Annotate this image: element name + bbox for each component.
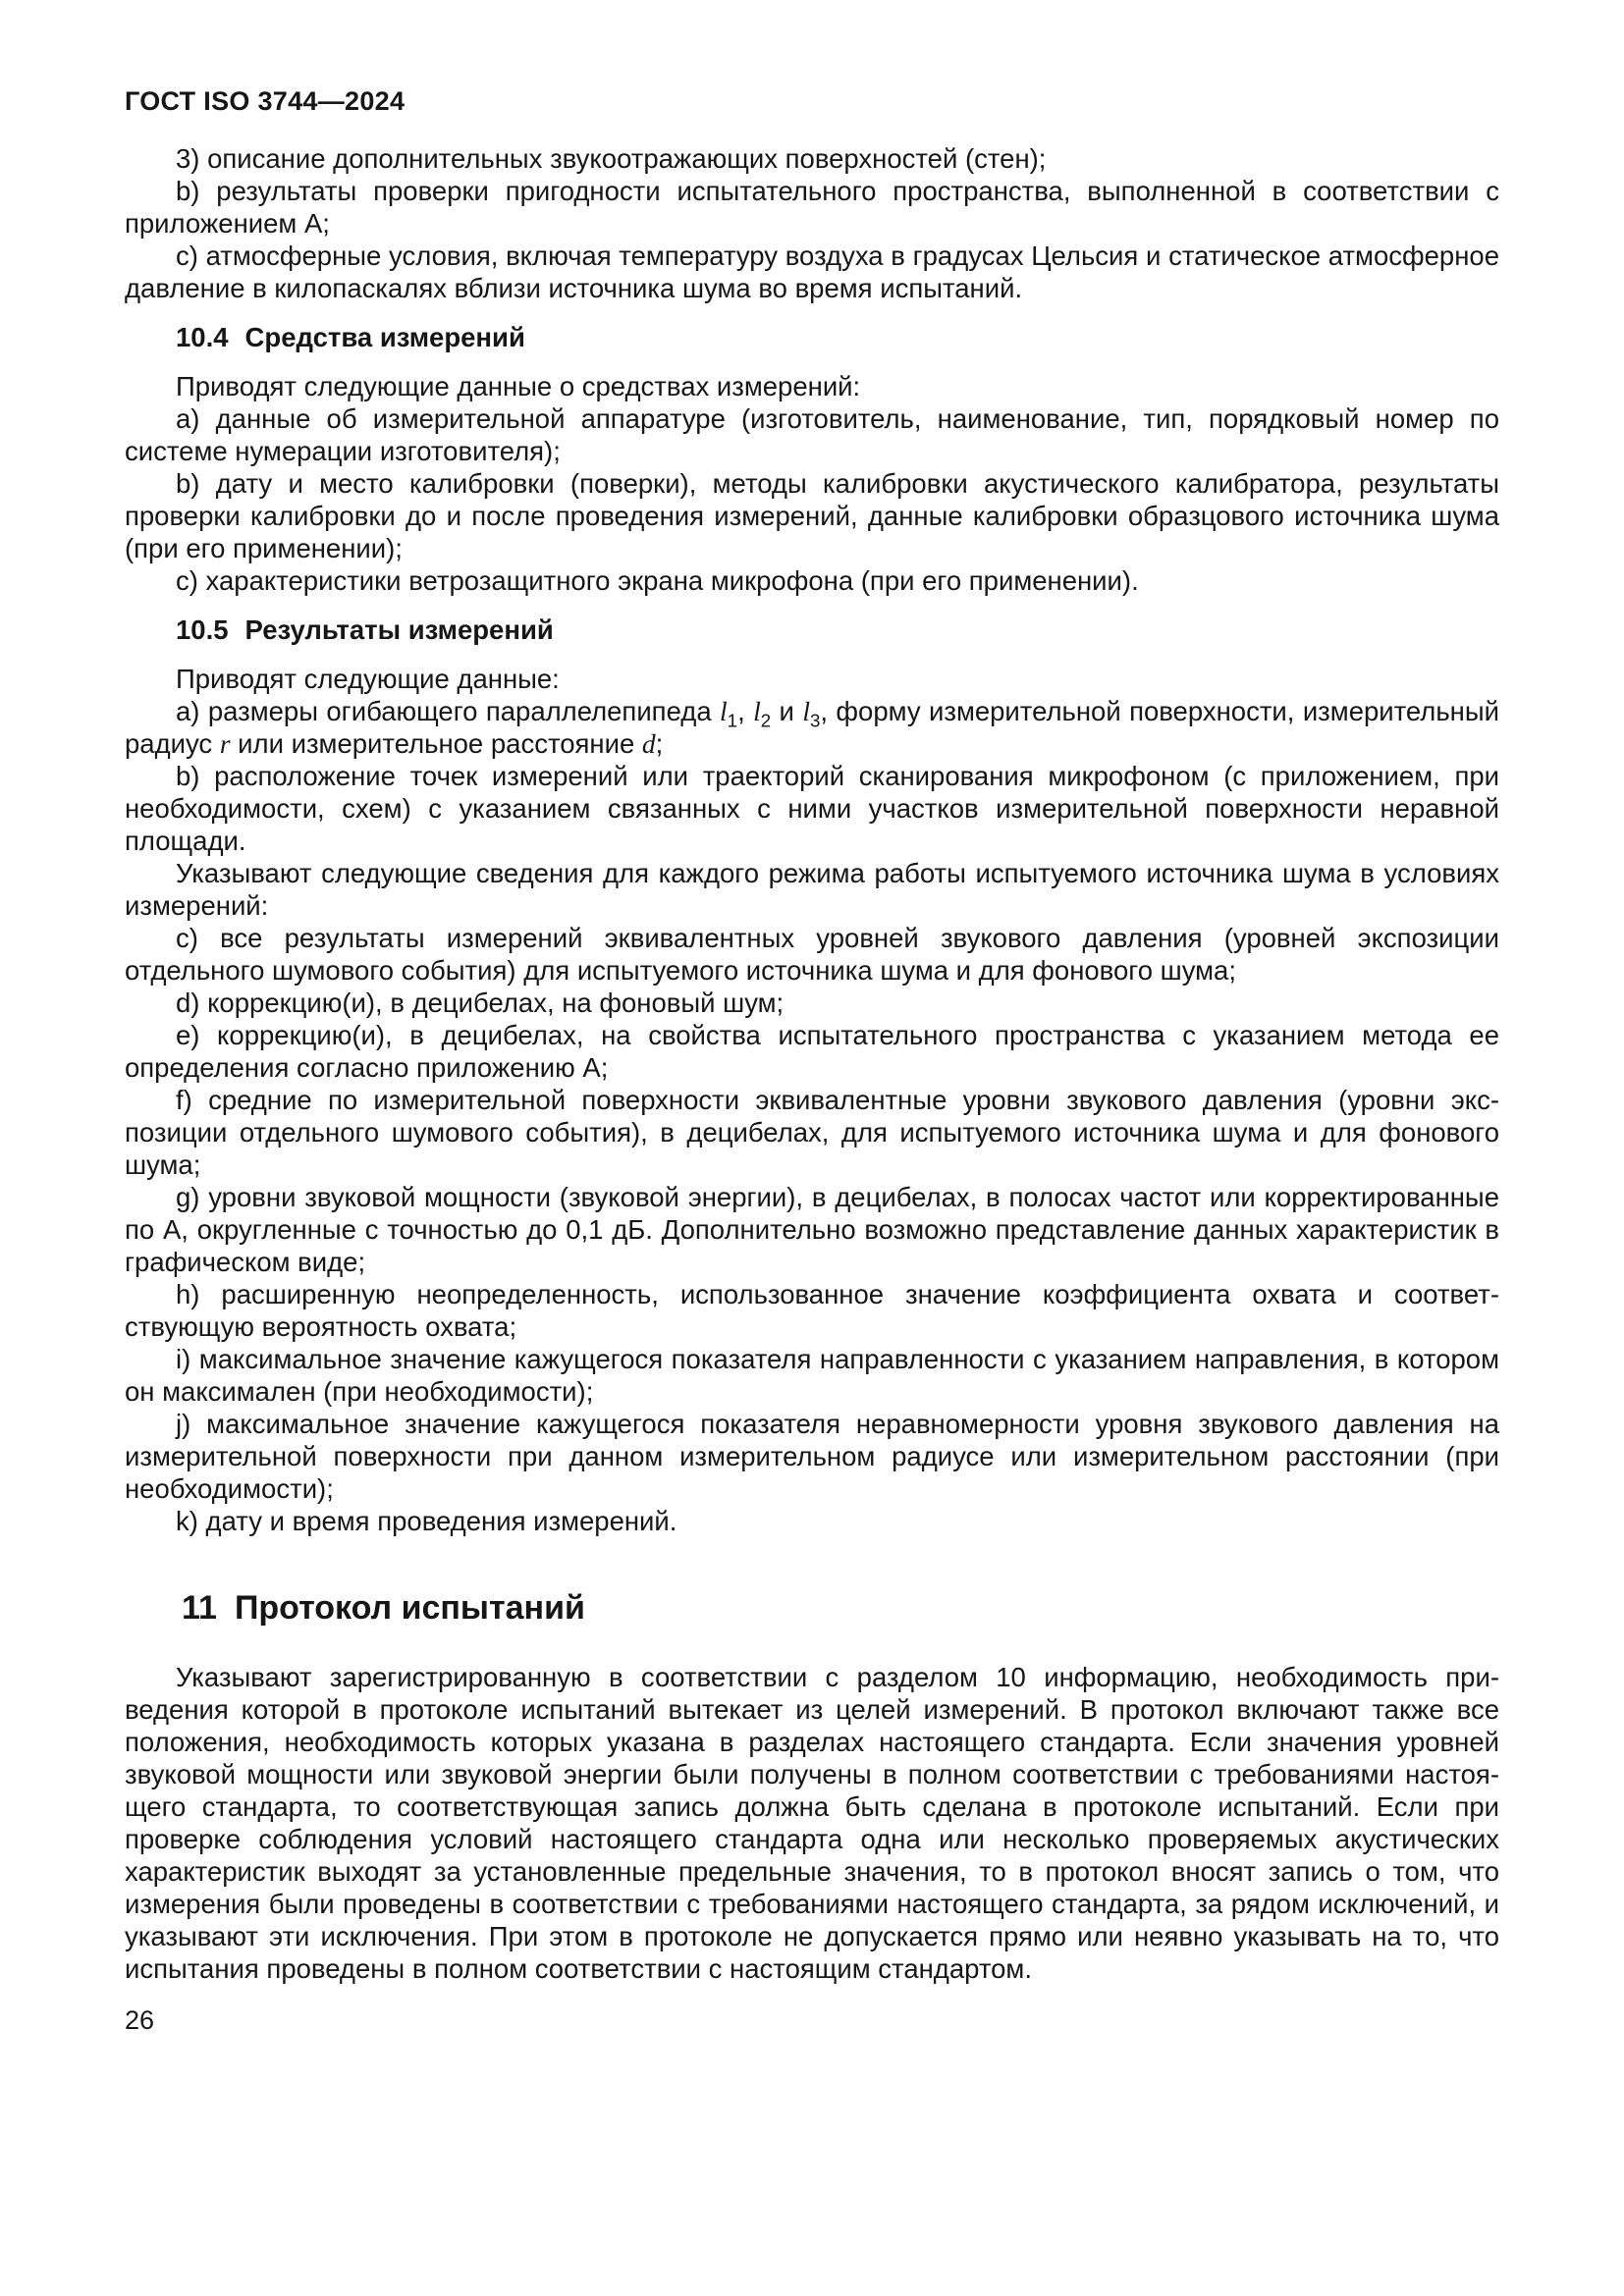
list-item-f-surface-average-levels: f) средние по измерительной поверхности эквивалентные уровни звукового давления (уровни экспозиции отдельного шумового события), в децибелах, для испытуемого источника шума и для фонового шума;: [125, 1085, 1499, 1180]
text-run: или измерительное расстояние: [230, 728, 642, 759]
section-heading-10-5: [176, 614, 1499, 646]
doc-code: ГОСТ ISO 3744—2024: [125, 86, 406, 116]
section-title: Протокол испытаний: [234, 1589, 585, 1627]
section-title: Результаты измерений: [244, 614, 554, 645]
list-item-b-space-qualification: b) результаты проверки пригодности испытательного пространства, выполненной в соответствии с приложением А;: [125, 176, 1499, 239]
list-item-3-reflecting-surfaces: 3) описание дополнительных звукоотражающих поверхностей (стен);: [176, 143, 1047, 174]
list-item-k-date-time: k) дату и время проведения измерений.: [176, 1506, 677, 1536]
list-item-j-nonuniformity-index: j) максимальное значение кажущегося показателя неравномерности уровня звукового давления на измерительной поверхности при данном измерительном радиусе или измерительном расстоянии (при необходимости);: [125, 1409, 1499, 1504]
list-item-h-expanded-uncertainty: h) расширенную неопределенность, использованное значение коэффициента охвата и соответствующую вероятность охвата;: [125, 1279, 1499, 1342]
list-item-c-windscreen: c) характеристики ветрозащитного экрана микрофона (при его применении).: [176, 565, 1139, 596]
text-run: , форму измерительной поверхности, измерительный радиус: [125, 696, 1499, 759]
section-number: 11: [182, 1589, 217, 1627]
variable-l: l: [720, 696, 728, 726]
page-number: 26: [125, 2005, 155, 2035]
section-title: Средства измерений: [244, 322, 525, 352]
list-item-d-background-correction: d) коррекцию(и), в децибелах, на фоновый шум;: [176, 988, 785, 1018]
section-number: 10.5: [176, 614, 229, 645]
list-item-i-directivity-index: i) максимальное значение кажущегося показателя направленности с указанием направления, в котором он максимален (при необходимости);: [125, 1344, 1499, 1407]
document-body: [125, 142, 1499, 2037]
paragraph-results-intro: Приводят следующие данные:: [176, 664, 560, 694]
text-run: и: [771, 696, 803, 726]
text-run: a) размеры огибающего параллелепипеда: [176, 696, 721, 726]
list-item-g-sound-power-levels: g) уровни звуковой мощности (звуковой энергии), в децибелах, в полосах частот или корректированные по А, округленные с точностью до 0,1 дБ. Дополнительно возможно представление данных характеристик в графическом виде;: [125, 1182, 1499, 1277]
subscript-3: 3: [809, 710, 821, 731]
list-item-c-spl-results: c) все результаты измерений эквивалентных уровней звукового давления (уровней экспозиции отдельного шумового события) для испытуемого источника шума и для фонового шума;: [125, 923, 1499, 986]
variable-r: r: [219, 728, 231, 759]
list-item-c-atmospheric-conditions: c) атмосферные условия, включая температуру воздуха в градусах Цельсия и статическое атмосферное давление в килопаскалях вблизи источника шума во время испытаний.: [125, 240, 1499, 303]
text-run: ,: [737, 696, 754, 726]
text-run: ;: [655, 728, 664, 759]
document-header: [125, 86, 1499, 117]
section-heading-10-4: [176, 321, 1499, 353]
paragraph-test-report: Указывают зарегистрированную в соответствии с разделом 10 информацию, необходимость приведения которой в протоколе испытаний вытекает из целей измерений. В протокол включают также все положения, необходимость которых указана в разделах настоящего стандарта. Если значения уровней звуковой мощности или звуковой энергии были получены в полном соответствии с требованиями настоящего стандарта, то соответствующая запись должна быть сделана в протоколе испытаний. Если при проверке соблюдения условий настоящего стандарта одна или несколько проверяемых акустических характеристик выходят за установленные предельные значения, то в протокол вносят запись о том, что измерения были проведены в соответствии с требованиями настоящего стандарта, за рядом исключений, и указывают эти исключения. При этом в протоколе не допускается прямо или неявно указывать на то, что испытания проведены в полном соответствии с настоящим стандартом.: [125, 1662, 1499, 1984]
list-item-b-calibration: b) дату и место калибровки (поверки), методы калибровки акустического калибратора, результаты проверки калибровки до и после проведения измерений, данные калибровки образцового источника шума (при его применении);: [125, 468, 1499, 563]
subscript-1: 1: [727, 710, 738, 731]
variable-d: d: [641, 728, 656, 759]
paragraph-instruments-intro: Приводят следующие данные о средствах измерений:: [176, 371, 861, 401]
section-number: 10.4: [176, 322, 229, 352]
list-item-b-microphone-positions: b) расположение точек измерений или траекторий сканирования микрофоном (с приложением, при необходимости, схем) с указанием связанных с ними участков измерительной поверхности неравной площади.: [125, 761, 1499, 856]
list-item-a-instrumentation: a) данные об измерительной аппаратуре (изготовитель, наименование, тип, порядковый номер по системе нумерации изготовителя);: [125, 403, 1499, 466]
variable-l: l: [753, 696, 761, 726]
subscript-2: 2: [760, 710, 772, 731]
list-item-e-environment-correction: e) коррекцию(и), в децибелах, на свойства испытательного пространства с указанием метода ее определения согласно приложению А;: [125, 1020, 1499, 1083]
list-item-a-parallelepiped-dimensions: [125, 695, 1499, 760]
section-heading-11: [182, 1588, 1499, 1628]
paragraph-per-mode-intro: Указывают следующие сведения для каждого режима работы испытуемого источника шума в условиях измерений:: [125, 858, 1499, 921]
variable-l: l: [802, 696, 810, 726]
